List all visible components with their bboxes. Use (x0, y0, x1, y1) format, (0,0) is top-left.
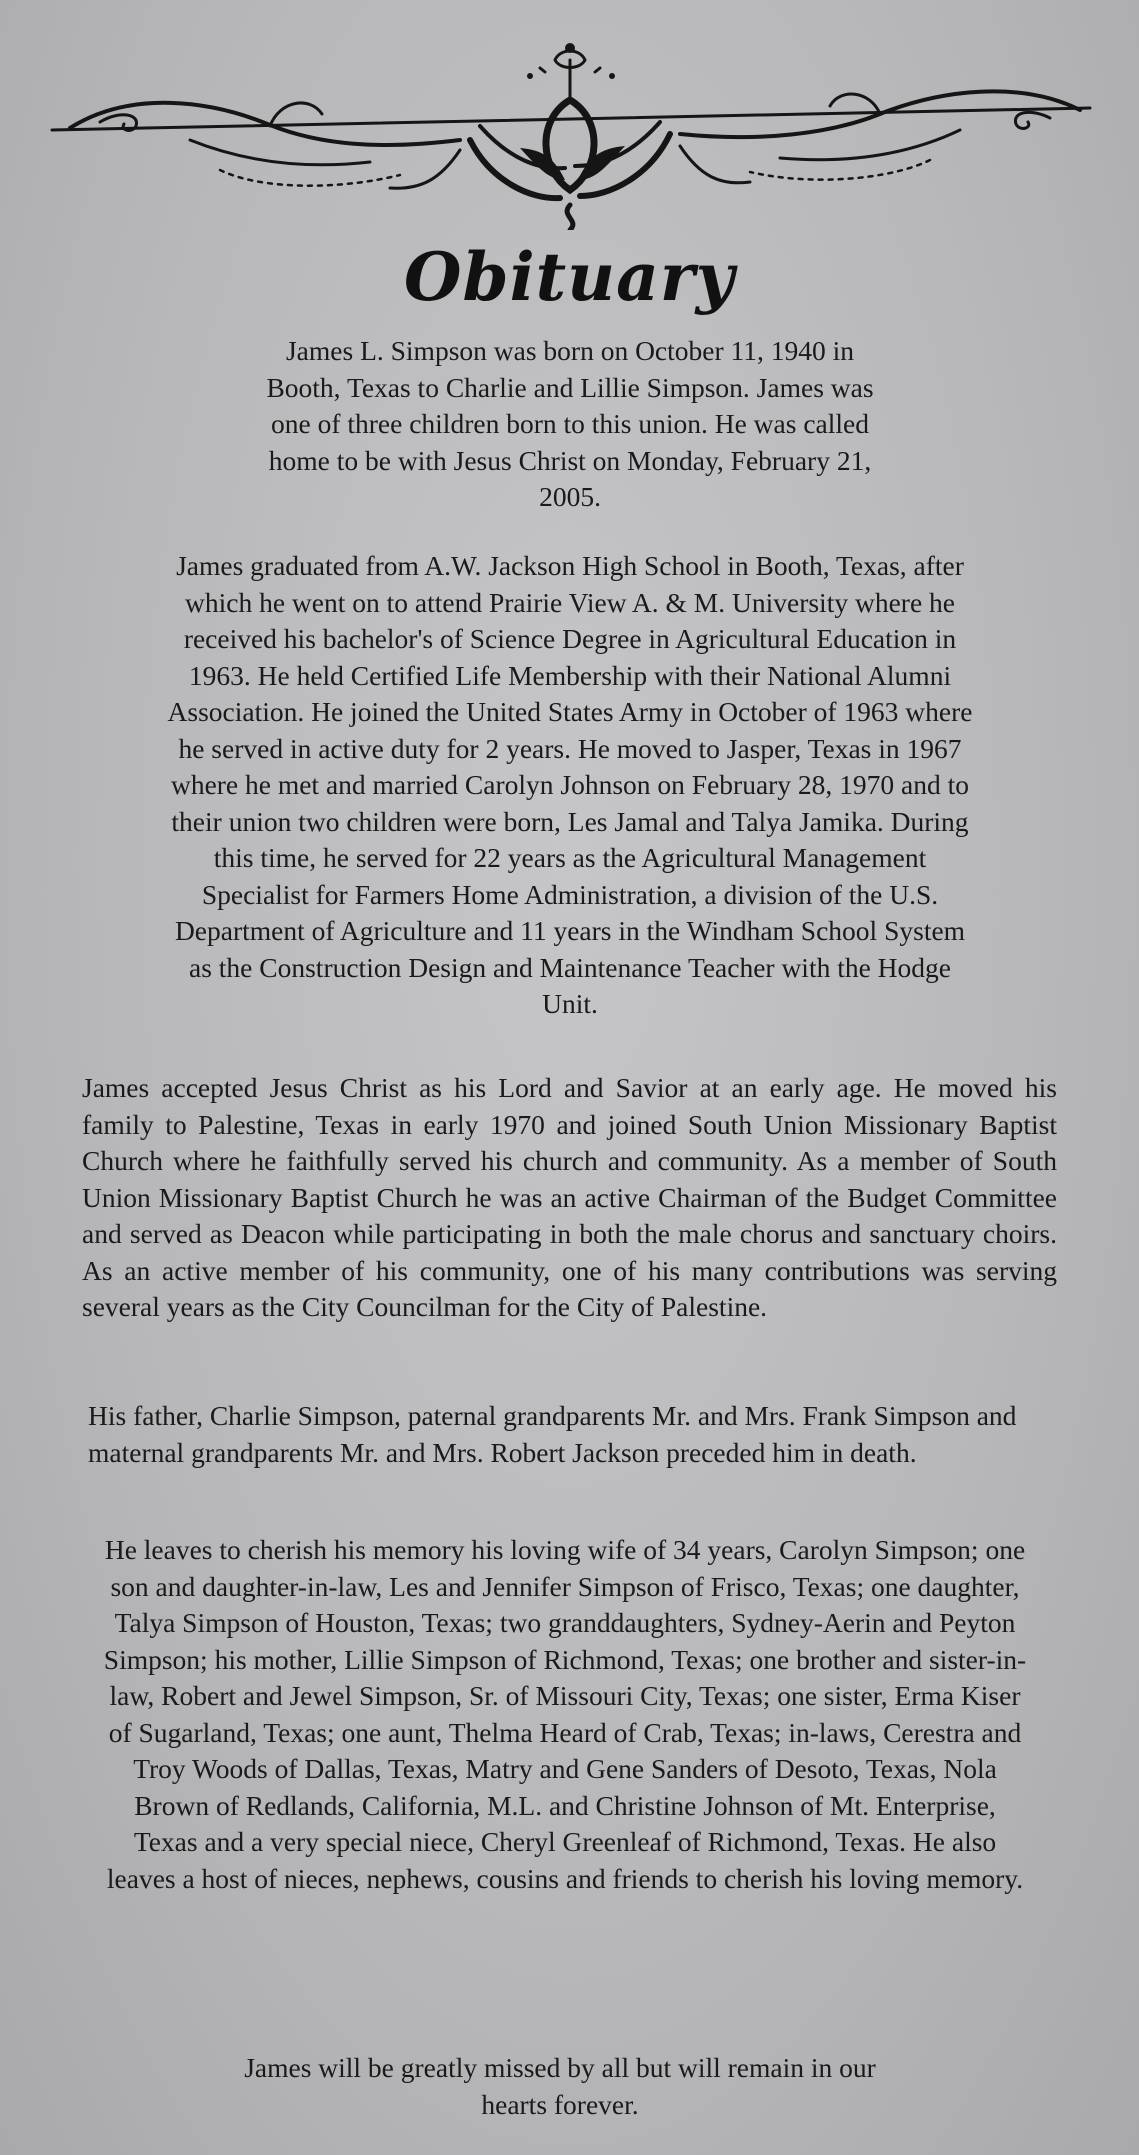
obituary-paragraph-career: James graduated from A.W. Jackson High School in Booth, Texas, after which he went on to attend Prairie View A. & M. University where he received his bachelor's of Science Degree in Agricultural Education in 1963. He held Certified Life Membership with their National Alumni Association. He joined the United States Army in October of 1963 where he served in active duty for 2 years. He moved to Jasper, Texas in 1967 where he met and married Carolyn Johnson on February 28, 1970 and to their union two children were born, Les Jamal and Talya Jamika. During this time, he served for 22 years as the Agricultural Management Specialist for Farmers Home Administration, a division of the U.S. Department of Agriculture and 11 years in the Windham School System as the Construction Design and Maintenance Teacher with the Hodge Unit. (167, 550, 973, 1019)
scroll-flourish-ornament-icon (40, 30, 1100, 230)
obituary-paragraph-faith: James accepted Jesus Christ as his Lord and Savior at an early age. He moved his family to Palestine, Texas in early 1970 and joined South Union Missionary Baptist Church where he faithfully served his church and community. As a member of South Union Missionary Baptist Church he was an active Chairman of the Budget Committee and served as Deacon while participating in both the male chorus and sanctuary choirs. As an active member of his community, one of his many contributions was serving several years as the City Councilman for the City of Palestine. (82, 1072, 1057, 1322)
obituary-paragraph-closing: James will be greatly missed by all but will remain in our hearts forever. (244, 2052, 876, 2120)
obituary-paragraph-survivors: He leaves to cherish his memory his loving wife of 34 years, Carolyn Simpson; one son and daughter-in-law, Les and Jennifer Simpson of Frisco, Texas; one daughter, Talya Simpson of Houston, Texas; two granddaughters, Sydney-Aerin and Peyton Simpson; his mother, Lillie Simpson of Richmond, Texas; one brother and sister-in-law, Robert and Jewel Simpson, Sr. of Missouri City, Texas; one sister, Erma Kiser of Sugarland, Texas; one aunt, Thelma Heard of Crab, Texas; in-laws, Cerestra and Troy Woods of Dallas, Texas, Matry and Gene Sanders of Desoto, Texas, Nola Brown of Redlands, California, M.L. and Christine Johnson of Mt. Enterprise, Texas and a very special niece, Cheryl Greenleaf of Richmond, Texas. He also leaves a host of nieces, nephews, cousins and friends to cherish his loving memory. (103, 1534, 1027, 1894)
obituary-paragraph-birth: James L. Simpson was born on October 11, 1940 in Booth, Texas to Charlie and Lillie Simpson. James was one of three children born to this union. He was called home to be with Jesus Christ on Monday, February 21, 2005. (266, 335, 874, 512)
obituary-paragraph-preceded: His father, Charlie Simpson, paternal grandparents Mr. and Mrs. Frank Simpson and maternal grandparents Mr. and Mrs. Robert Jackson preceded him in death. (88, 1400, 1017, 1468)
obituary-title: Obituary (403, 238, 736, 316)
